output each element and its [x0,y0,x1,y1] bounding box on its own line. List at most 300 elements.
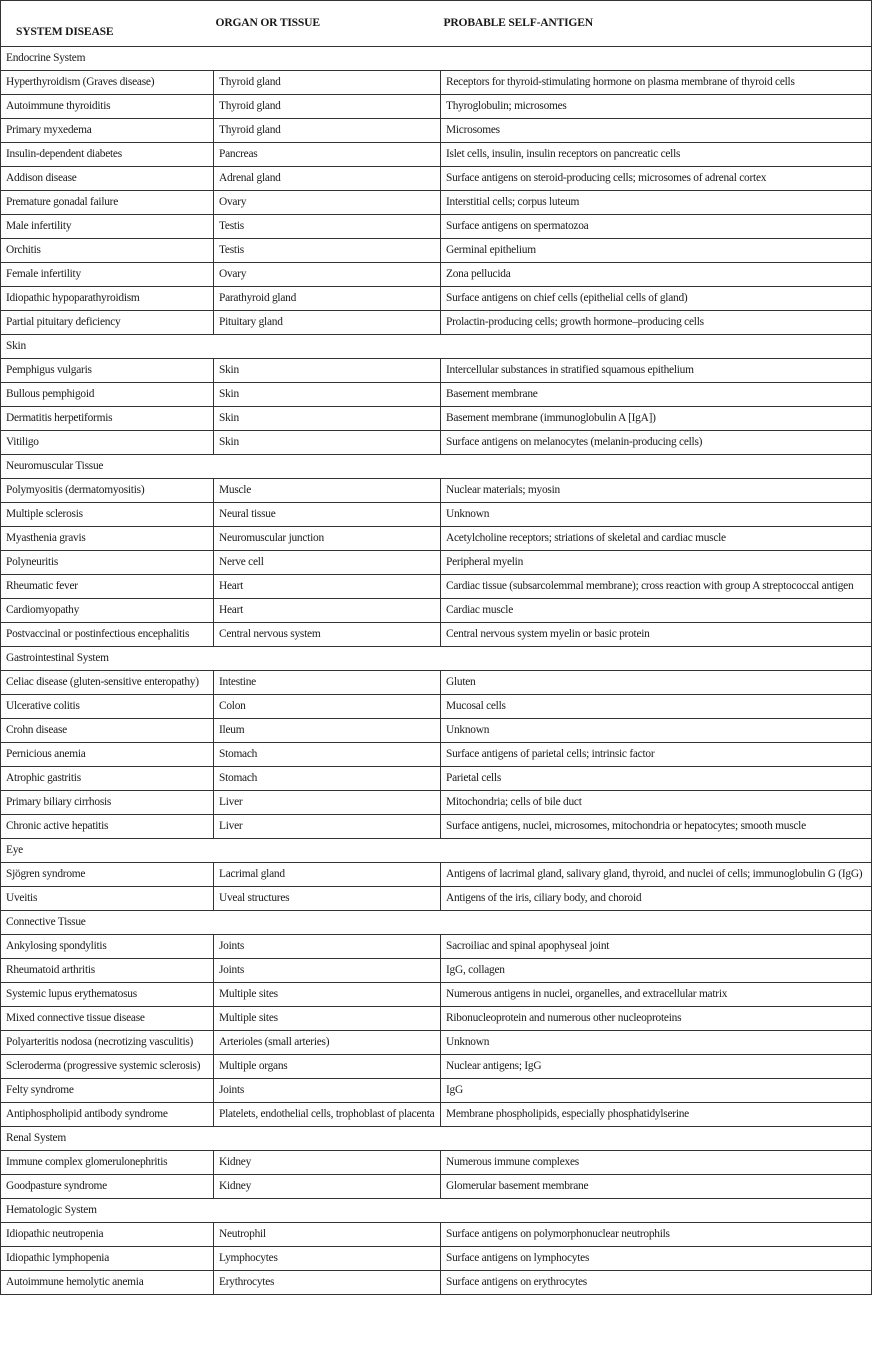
cell-disease-text: Addison disease [6,172,77,184]
cell-disease [1,263,214,287]
cell-disease [1,815,214,839]
cell-disease-text: Pernicious anemia [6,748,86,760]
cell-organ [214,287,441,311]
table-row [1,119,872,143]
cell-disease-text: Primary biliary cirrhosis [6,796,112,808]
cell-organ [214,863,441,887]
cell-organ [214,599,441,623]
cell-disease [1,1103,214,1127]
cell-organ-text: Testis [219,244,244,256]
cell-antigen [441,983,872,1007]
cell-organ-text: Heart [219,580,244,592]
cell-disease-text: Idiopathic neutropenia [6,1228,104,1240]
section-title: Skin [1,335,872,359]
cell-disease-text: Pemphigus vulgaris [6,364,92,376]
cell-disease [1,143,214,167]
cell-disease-text: Postvaccinal or postinfectious encephalitis [6,628,190,640]
cell-disease [1,959,214,983]
cell-organ [214,191,441,215]
cell-disease [1,95,214,119]
cell-disease [1,1271,214,1295]
cell-organ [214,1271,441,1295]
cell-disease [1,119,214,143]
section-title: Endocrine System [1,47,872,71]
cell-disease-text: Chronic active hepatitis [6,820,109,832]
cell-antigen-text: Antigens of lacrimal gland, salivary gland, thyroid, and nuclei of cells; immunoglobulin G (IgG) [446,868,863,880]
cell-antigen [441,239,872,263]
cell-antigen [441,1175,872,1199]
table-row [1,599,872,623]
cell-antigen [441,767,872,791]
cell-antigen [441,935,872,959]
table-row [1,311,872,335]
cell-antigen [441,215,872,239]
table-row [1,95,872,119]
cell-disease [1,887,214,911]
cell-disease-text: Multiple sclerosis [6,508,83,520]
section-row [1,47,872,71]
cell-antigen [441,191,872,215]
table-row [1,143,872,167]
cell-antigen-text: IgG [446,1084,463,1096]
cell-antigen [441,167,872,191]
cell-disease-text: Female infertility [6,268,81,280]
cell-organ-text: Lymphocytes [219,1252,278,1264]
cell-disease-text: Idiopathic hypoparathyroidism [6,292,140,304]
cell-disease [1,671,214,695]
cell-organ [214,743,441,767]
cell-disease-text: Partial pituitary deficiency [6,316,121,328]
table-row [1,359,872,383]
cell-disease-text: Goodpasture syndrome [6,1180,107,1192]
cell-antigen-text: Microsomes [446,124,500,136]
table-row [1,527,872,551]
cell-disease-text: Systemic lupus erythematosus [6,988,137,1000]
table-row [1,1007,872,1031]
table-row [1,1031,872,1055]
cell-organ-text: Joints [219,964,245,976]
cell-antigen [441,359,872,383]
cell-organ-text: Thyroid gland [219,124,281,136]
cell-antigen-text: Parietal cells [446,772,502,784]
header-system-disease: SYSTEM DISEASE [1,1,214,47]
cell-antigen-text: Surface antigens on lymphocytes [446,1252,590,1264]
table-row [1,863,872,887]
cell-antigen-text: Acetylcholine receptors; striations of skeletal and cardiac muscle [446,532,726,544]
cell-organ [214,695,441,719]
cell-organ [214,1031,441,1055]
table-row [1,623,872,647]
cell-disease-text: Cardiomyopathy [6,604,80,616]
cell-organ [214,767,441,791]
cell-organ [214,1175,441,1199]
cell-antigen-text: Unknown [446,1036,490,1048]
cell-disease-text: Immune complex glomerulonephritis [6,1156,168,1168]
cell-organ-text: Central nervous system [219,628,321,640]
cell-antigen [441,503,872,527]
cell-antigen-text: Gluten [446,676,476,688]
cell-disease [1,479,214,503]
cell-organ-text: Kidney [219,1180,252,1192]
cell-disease-text: Celiac disease (gluten-sensitive enteropathy) [6,676,199,688]
cell-organ [214,791,441,815]
cell-disease [1,239,214,263]
cell-organ [214,215,441,239]
cell-organ-text: Stomach [219,772,258,784]
cell-antigen-text: Basement membrane (immunoglobulin A [IgA]) [446,412,656,424]
cell-organ [214,935,441,959]
cell-antigen [441,143,872,167]
cell-organ [214,263,441,287]
cell-antigen-text: Surface antigens on chief cells (epithelial cells of gland) [446,292,688,304]
cell-organ-text: Platelets, endothelial cells, trophoblast of placenta [219,1108,435,1120]
cell-disease-text: Dermatitis herpetiformis [6,412,113,424]
cell-disease-text: Sjögren syndrome [6,868,86,880]
cell-antigen-text: Ribonucleoprotein and numerous other nucleoproteins [446,1012,682,1024]
table-row [1,959,872,983]
cell-disease [1,1007,214,1031]
cell-antigen [441,623,872,647]
cell-organ [214,527,441,551]
section-row [1,1199,872,1223]
cell-organ-text: Testis [219,220,244,232]
cell-antigen-text: Germinal epithelium [446,244,536,256]
cell-disease-text: Primary myxedema [6,124,92,136]
cell-organ [214,815,441,839]
cell-organ-text: Adrenal gland [219,172,281,184]
cell-organ-text: Skin [219,436,239,448]
cell-organ-text: Multiple organs [219,1060,288,1072]
cell-organ [214,575,441,599]
cell-organ-text: Liver [219,820,243,832]
cell-disease [1,575,214,599]
cell-antigen [441,1055,872,1079]
cell-organ [214,1151,441,1175]
table-row [1,407,872,431]
cell-antigen-text: Interstitial cells; corpus luteum [446,196,580,208]
cell-antigen [441,1271,872,1295]
cell-organ-text: Liver [219,796,243,808]
cell-organ-text: Colon [219,700,246,712]
table-row [1,71,872,95]
cell-organ [214,119,441,143]
cell-antigen [441,407,872,431]
table-row [1,695,872,719]
cell-organ [214,1007,441,1031]
cell-disease [1,623,214,647]
cell-disease [1,287,214,311]
cell-organ-text: Heart [219,604,244,616]
table-row [1,983,872,1007]
cell-organ-text: Skin [219,364,239,376]
table-header-row [1,1,872,47]
table-row [1,1223,872,1247]
cell-organ-text: Joints [219,940,245,952]
table-row [1,719,872,743]
cell-disease-text: Male infertility [6,220,72,232]
cell-disease-text: Autoimmune thyroiditis [6,100,111,112]
cell-organ [214,719,441,743]
table-row [1,191,872,215]
cell-antigen [441,71,872,95]
cell-antigen-text: Antigens of the iris, ciliary body, and choroid [446,892,642,904]
cell-disease [1,1079,214,1103]
table-row [1,575,872,599]
cell-disease [1,695,214,719]
header-probable-self-antigen: PROBABLE SELF-ANTIGEN [441,1,872,47]
section-title: Eye [1,839,872,863]
cell-antigen-text: Surface antigens on spermatozoa [446,220,589,232]
cell-disease-text: Antiphospholipid antibody syndrome [6,1108,168,1120]
cell-organ-text: Muscle [219,484,252,496]
cell-organ [214,983,441,1007]
cell-organ [214,887,441,911]
cell-disease [1,983,214,1007]
cell-disease-text: Orchitis [6,244,41,256]
cell-organ-text: Skin [219,388,239,400]
cell-disease [1,719,214,743]
table-row [1,887,872,911]
cell-antigen [441,1079,872,1103]
cell-disease [1,215,214,239]
table-row [1,815,872,839]
cell-organ [214,143,441,167]
section-title: Neuromuscular Tissue [1,455,872,479]
table-row [1,1151,872,1175]
cell-organ-text: Neuromuscular junction [219,532,324,544]
cell-antigen-text: Basement membrane [446,388,538,400]
cell-organ [214,407,441,431]
cell-organ-text: Thyroid gland [219,100,281,112]
cell-antigen-text: Mucosal cells [446,700,506,712]
cell-antigen-text: Central nervous system myelin or basic protein [446,628,650,640]
cell-disease [1,431,214,455]
table-body [1,47,872,1295]
table-row [1,383,872,407]
cell-disease [1,191,214,215]
cell-organ-text: Skin [219,412,239,424]
cell-antigen-text: Surface antigens, nuclei, microsomes, mitochondria or hepatocytes; smooth muscle [446,820,806,832]
table-row [1,263,872,287]
cell-organ [214,359,441,383]
header-organ-or-tissue: ORGAN OR TISSUE [214,1,441,47]
cell-disease-text: Uveitis [6,892,38,904]
cell-disease-text: Felty syndrome [6,1084,74,1096]
section-row [1,839,872,863]
cell-antigen [441,719,872,743]
section-title: Renal System [1,1127,872,1151]
cell-disease [1,407,214,431]
cell-organ-text: Lacrimal gland [219,868,285,880]
cell-antigen [441,551,872,575]
table-row [1,935,872,959]
cell-antigen-text: Numerous immune complexes [446,1156,579,1168]
cell-disease [1,1175,214,1199]
cell-antigen [441,95,872,119]
cell-antigen-text: Mitochondria; cells of bile duct [446,796,582,808]
cell-disease [1,863,214,887]
cell-disease [1,311,214,335]
table-row [1,1271,872,1295]
cell-disease [1,383,214,407]
cell-antigen [441,119,872,143]
cell-antigen-text: Unknown [446,724,490,736]
section-title: Connective Tissue [1,911,872,935]
cell-disease [1,359,214,383]
cell-organ-text: Parathyroid gland [219,292,297,304]
cell-organ [214,671,441,695]
cell-organ [214,959,441,983]
cell-organ-text: Stomach [219,748,258,760]
cell-antigen-text: Surface antigens on melanocytes (melanin-producing cells) [446,436,703,448]
cell-disease [1,167,214,191]
cell-antigen [441,575,872,599]
cell-organ [214,479,441,503]
table-row [1,1103,872,1127]
cell-disease [1,791,214,815]
cell-antigen [441,1007,872,1031]
cell-organ [214,1103,441,1127]
cell-antigen [441,1151,872,1175]
section-row [1,1127,872,1151]
cell-antigen-text: Cardiac muscle [446,604,514,616]
cell-antigen-text: Surface antigens on polymorphonuclear neutrophils [446,1228,670,1240]
cell-organ-text: Ileum [219,724,245,736]
cell-disease [1,1223,214,1247]
table-row [1,791,872,815]
cell-organ-text: Nerve cell [219,556,264,568]
cell-disease-text: Autoimmune hemolytic anemia [6,1276,144,1288]
cell-disease-text: Vitiligo [6,436,39,448]
cell-antigen [441,671,872,695]
table-row [1,239,872,263]
cell-organ-text: Pituitary gland [219,316,283,328]
cell-organ [214,239,441,263]
cell-antigen-text: Unknown [446,508,490,520]
cell-antigen [441,479,872,503]
cell-antigen [441,791,872,815]
section-title: Gastrointestinal System [1,647,872,671]
cell-antigen-text: Zona pellucida [446,268,511,280]
section-row [1,911,872,935]
cell-antigen-text: Thyroglobulin; microsomes [446,100,567,112]
table-row [1,743,872,767]
cell-antigen [441,743,872,767]
cell-antigen [441,863,872,887]
cell-disease-text: Polyarteritis nodosa (necrotizing vasculitis) [6,1036,194,1048]
section-row [1,455,872,479]
cell-organ [214,1247,441,1271]
table-row [1,767,872,791]
cell-antigen-text: Surface antigens on steroid-producing cells; microsomes of adrenal cortex [446,172,767,184]
cell-disease-text: Ulcerative colitis [6,700,80,712]
cell-antigen [441,287,872,311]
cell-disease-text: Atrophic gastritis [6,772,81,784]
table-row [1,215,872,239]
cell-disease [1,1151,214,1175]
cell-organ [214,311,441,335]
cell-organ-text: Multiple sites [219,988,278,1000]
cell-disease [1,767,214,791]
cell-antigen-text: Numerous antigens in nuclei, organelles, and extracellular matrix [446,988,728,1000]
cell-organ [214,551,441,575]
cell-disease-text: Polymyositis (dermatomyositis) [6,484,145,496]
section-row [1,647,872,671]
cell-disease-text: Idiopathic lymphopenia [6,1252,110,1264]
cell-antigen [441,431,872,455]
table-row [1,1175,872,1199]
cell-organ [214,503,441,527]
cell-organ [214,71,441,95]
cell-organ-text: Arterioles (small arteries) [219,1036,330,1048]
cell-disease [1,1055,214,1079]
table-row [1,479,872,503]
cell-organ-text: Multiple sites [219,1012,278,1024]
table-row [1,671,872,695]
cell-antigen-text: Surface antigens on erythrocytes [446,1276,587,1288]
cell-antigen-text: Surface antigens of parietal cells; intrinsic factor [446,748,655,760]
table-row [1,287,872,311]
cell-organ [214,95,441,119]
cell-disease-text: Scleroderma (progressive systemic sclerosis) [6,1060,201,1072]
cell-antigen-text: Intercellular substances in stratified squamous epithelium [446,364,694,376]
cell-disease-text: Rheumatoid arthritis [6,964,95,976]
cell-antigen-text: Prolactin-producing cells; growth hormone–producing cells [446,316,704,328]
cell-disease [1,743,214,767]
section-row [1,335,872,359]
cell-disease [1,503,214,527]
cell-organ [214,1079,441,1103]
cell-organ-text: Pancreas [219,148,258,160]
cell-antigen-text: Membrane phospholipids, especially phosphatidylserine [446,1108,689,1120]
cell-disease-text: Polyneuritis [6,556,59,568]
cell-disease [1,71,214,95]
cell-antigen [441,1223,872,1247]
cell-antigen-text: Peripheral myelin [446,556,524,568]
cell-organ [214,383,441,407]
cell-antigen-text: Islet cells, insulin, insulin receptors on pancreatic cells [446,148,681,160]
cell-organ-text: Ovary [219,196,247,208]
cell-organ-text: Intestine [219,676,256,688]
cell-antigen [441,527,872,551]
cell-antigen [441,887,872,911]
cell-antigen-text: Receptors for thyroid-stimulating hormone on plasma membrane of thyroid cells [446,76,795,88]
cell-disease-text: Rheumatic fever [6,580,78,592]
cell-antigen [441,263,872,287]
cell-organ-text: Ovary [219,268,247,280]
cell-antigen-text: Nuclear antigens; IgG [446,1060,542,1072]
cell-antigen [441,1031,872,1055]
cell-organ [214,431,441,455]
cell-antigen-text: Cardiac tissue (subsarcolemmal membrane); cross reaction with group A streptococcal antigen [446,580,854,592]
cell-organ-text: Kidney [219,1156,252,1168]
table-row [1,167,872,191]
cell-antigen-text: Glomerular basement membrane [446,1180,589,1192]
cell-organ-text: Uveal structures [219,892,290,904]
cell-antigen-text: Nuclear materials; myosin [446,484,560,496]
cell-disease [1,1031,214,1055]
cell-antigen [441,1103,872,1127]
table-row [1,1055,872,1079]
cell-disease-text: Premature gonadal failure [6,196,119,208]
cell-disease [1,935,214,959]
cell-disease-text: Crohn disease [6,724,67,736]
cell-organ-text: Neutrophil [219,1228,266,1240]
cell-antigen [441,1247,872,1271]
cell-disease-text: Hyperthyroidism (Graves disease) [6,76,155,88]
cell-organ [214,167,441,191]
table-row [1,503,872,527]
